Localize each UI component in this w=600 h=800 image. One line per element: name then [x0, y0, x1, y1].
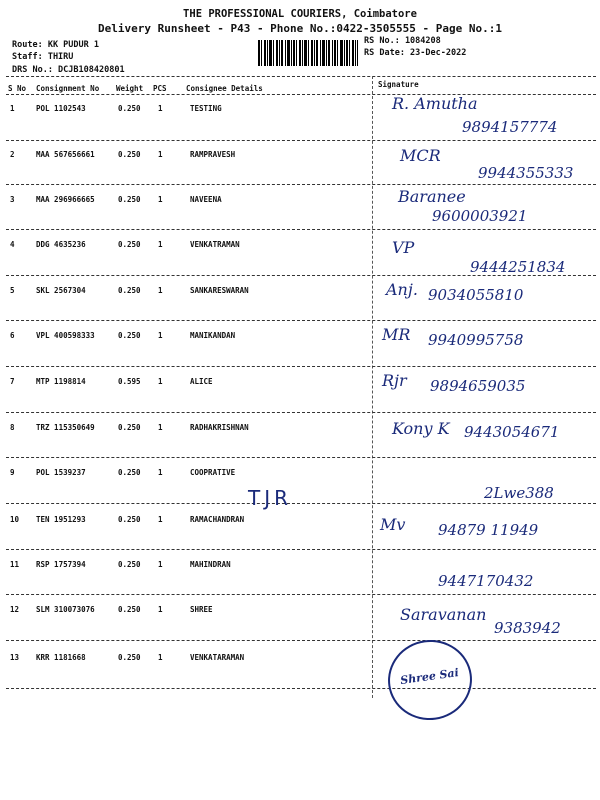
row-signature-name: VP [392, 238, 415, 257]
row-sno: 9 [10, 468, 15, 477]
row-consignee: MAHINDRAN [190, 560, 231, 569]
row-pcs: 1 [158, 104, 163, 113]
row-sno: 5 [10, 286, 15, 295]
row-separator [6, 184, 596, 185]
row-weight: 0.250 [118, 653, 141, 662]
barcode [258, 40, 358, 66]
row-signature-phone: 9444251834 [470, 258, 566, 276]
column-consignee: Consignee Details [186, 84, 263, 93]
row-pcs: 1 [158, 150, 163, 159]
row-pcs: 1 [158, 286, 163, 295]
row-signature-phone: 9940995758 [428, 331, 524, 349]
delivery-stamp [383, 635, 477, 726]
row-separator [6, 688, 596, 689]
row-weight: 0.250 [118, 331, 141, 340]
row-consignee: ALICE [190, 377, 213, 386]
row-signature-phone: 9894659035 [430, 377, 526, 395]
row-signature-name: Anj. [386, 280, 418, 299]
row-sno: 7 [10, 377, 15, 386]
column-weight: Weight [116, 84, 144, 93]
row-pcs: 1 [158, 468, 163, 477]
stamp-text: Shree Sai [399, 666, 460, 688]
row-consignee: COOPRATIVE [190, 468, 236, 477]
row-pcs: 1 [158, 605, 163, 614]
column-consignment: Consignment No [36, 84, 100, 93]
row-signature-name: R. Amutha [392, 94, 478, 113]
row-consignee: NAVEENA [190, 195, 222, 204]
row-separator [6, 366, 596, 367]
rs-date-label: RS Date: 23-Dec-2022 [364, 48, 467, 58]
row-consignee: RAMPRAVESH [190, 150, 236, 159]
row-pcs: 1 [158, 240, 163, 249]
row-consignment: KRR 1181668 [36, 653, 86, 662]
row-separator [6, 640, 596, 641]
row-consignment: MTP 1198814 [36, 377, 86, 386]
handwritten-initials: TJR [248, 486, 293, 510]
row-consignment: POL 1102543 [36, 104, 86, 113]
header-rule-top [6, 76, 596, 77]
row-signature-phone: 9894157774 [462, 118, 558, 136]
row-consignee: VENKATARAMAN [190, 653, 245, 662]
column-sno: S No [8, 84, 27, 93]
header-rule-bottom [6, 94, 596, 95]
row-consignment: POL 1539237 [36, 468, 86, 477]
row-signature-phone: 9034055810 [428, 286, 524, 304]
row-consignment: MAA 296966665 [36, 195, 95, 204]
row-consignment: TEN 1951293 [36, 515, 86, 524]
row-signature-phone: 2Lwe388 [484, 484, 554, 502]
row-weight: 0.250 [118, 150, 141, 159]
row-weight: 0.250 [118, 468, 141, 477]
row-separator [6, 320, 596, 321]
drs-label: DRS No.: DCJB108420801 [12, 65, 125, 75]
row-signature-name: Baranee [398, 187, 466, 206]
row-consignment: SKL 2567304 [36, 286, 86, 295]
row-sno: 8 [10, 423, 15, 432]
row-sno: 10 [10, 515, 20, 524]
row-pcs: 1 [158, 423, 163, 432]
row-pcs: 1 [158, 515, 163, 524]
row-consignment: SLM 310073076 [36, 605, 95, 614]
row-weight: 0.250 [118, 195, 141, 204]
row-consignment: VPL 400598333 [36, 331, 95, 340]
row-consignee: MANIKANDAN [190, 331, 236, 340]
row-separator [6, 594, 596, 595]
row-consignment: TRZ 115350649 [36, 423, 95, 432]
signature-column-divider [372, 76, 373, 698]
row-sno: 11 [10, 560, 20, 569]
row-weight: 0.595 [118, 377, 141, 386]
row-consignment: DDG 4635236 [36, 240, 86, 249]
row-separator [6, 503, 596, 504]
row-weight: 0.250 [118, 104, 141, 113]
row-sno: 13 [10, 653, 20, 662]
row-weight: 0.250 [118, 560, 141, 569]
row-signature-name: Mv [380, 515, 406, 534]
row-weight: 0.250 [118, 515, 141, 524]
row-separator [6, 412, 596, 413]
row-signature-name: Kony K [392, 419, 450, 438]
row-signature-name: MR [382, 325, 411, 344]
row-consignee: VENKATRAMAN [190, 240, 240, 249]
row-weight: 0.250 [118, 605, 141, 614]
row-consignee: SHREE [190, 605, 213, 614]
row-signature-phone: 9944355333 [478, 164, 574, 182]
row-signature-name: MCR [400, 146, 441, 165]
row-pcs: 1 [158, 653, 163, 662]
row-pcs: 1 [158, 560, 163, 569]
row-sno: 3 [10, 195, 15, 204]
row-consignment: RSP 1757394 [36, 560, 86, 569]
row-pcs: 1 [158, 377, 163, 386]
row-weight: 0.250 [118, 423, 141, 432]
rs-no-label: RS No.: 1084208 [364, 36, 441, 46]
row-consignment: MAA 567656661 [36, 150, 95, 159]
row-weight: 0.250 [118, 240, 141, 249]
route-label: Route: KK PUDUR 1 [12, 40, 99, 50]
row-consignee: SANKARESWARAN [190, 286, 249, 295]
column-pcs: PCS [153, 84, 167, 93]
row-signature-phone: 9443054671 [464, 423, 560, 441]
row-separator [6, 549, 596, 550]
row-separator [6, 140, 596, 141]
row-sno: 12 [10, 605, 20, 614]
page-subtitle: Delivery Runsheet - P43 - Phone No.:0422-3505555 - Page No.:1 [98, 22, 502, 35]
page-title: THE PROFESSIONAL COURIERS, Coimbatore [183, 8, 417, 20]
row-signature-phone: 94879 11949 [438, 521, 539, 539]
row-sno: 4 [10, 240, 15, 249]
row-signature-phone: 9447170432 [438, 572, 534, 590]
row-sno: 2 [10, 150, 15, 159]
row-sno: 1 [10, 104, 15, 113]
row-pcs: 1 [158, 195, 163, 204]
row-signature-phone: 9383942 [494, 619, 561, 637]
row-signature-phone: 9600003921 [432, 207, 528, 225]
row-consignee: RADHAKRISHNAN [190, 423, 249, 432]
row-consignee: RAMACHANDRAN [190, 515, 245, 524]
row-consignee: TESTING [190, 104, 222, 113]
row-signature-name: Saravanan [400, 605, 487, 624]
row-separator [6, 457, 596, 458]
row-pcs: 1 [158, 331, 163, 340]
row-separator [6, 275, 596, 276]
row-signature-name: Rjr [382, 371, 407, 390]
row-separator [6, 229, 596, 230]
staff-label: Staff: THIRU [12, 52, 74, 62]
row-weight: 0.250 [118, 286, 141, 295]
row-sno: 6 [10, 331, 15, 340]
column-signature: Signature [378, 80, 419, 89]
